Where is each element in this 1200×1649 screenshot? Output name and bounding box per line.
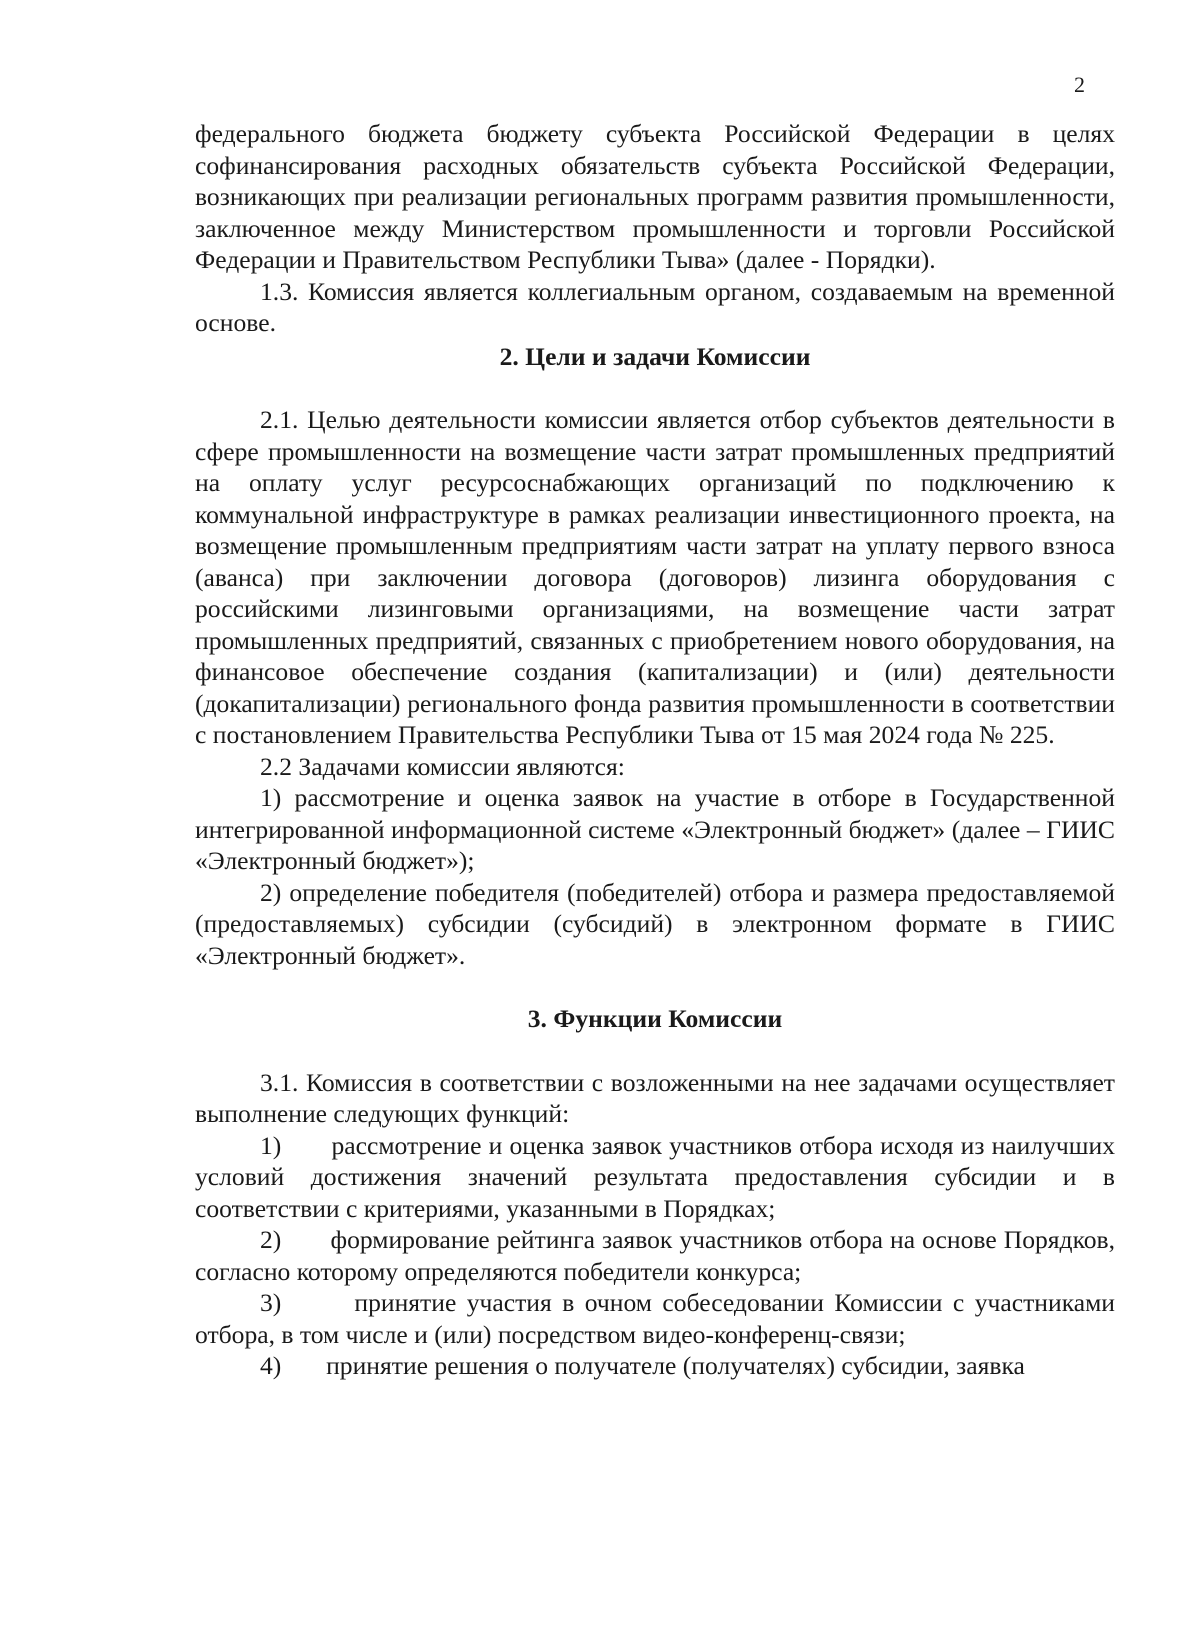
section-3-heading: 3. Функции Комиссии xyxy=(527,1004,783,1033)
item-3-1: 3.1. Комиссия в соответствии с возложенными на нее задачами осуществляет выполнение следующих функций: xyxy=(195,1067,1115,1128)
function-item: 2) формирование рейтинга заявок участников отбора на основе Порядков, согласно которому определяются победители конкурса; xyxy=(195,1225,1122,1286)
item-2-1: 2.1. Целью деятельности комиссии является отбор субъектов деятельности в сфере промышленности на возмещение части затрат промышленных предприятий на оплату услуг ресурсоснабжающих организаций по подключению к коммунальной инфраструктуре в рамках реализации инвестиционного проекта, на возмещение промышленным предприятиям части затрат на уплату первого взноса (аванса) при заключении договора (договоров) лизинга оборудования с российскими лизинговыми организациями, на возмещение части затрат промышленных предприятий, связанных с приобретением нового оборудования, на финансовое обеспечение создания (капитализации) и (или) деятельности (докапитализации) регионального фонда развития промышленности в соответствии с постановлением Правительства Республики Тыва от 15 мая 2024 года № 225. xyxy=(195,405,1115,749)
item-1-3: 1.3. Комиссия является коллегиальным органом, создаваемым на временной основе. xyxy=(195,276,1115,337)
section-2-heading: 2. Цели и задачи Комиссии xyxy=(499,341,811,371)
item-2-2: 2.2 Задачами комиссии являются: xyxy=(260,751,625,781)
task-item: 2) определение победителя (победителей) отбора и размера предоставляемой (предоставляемых) субсидии (субсидий) в электронном формате в ГИИС «Электронный бюджет». xyxy=(195,877,1115,970)
intro-paragraph: федерального бюджета бюджету субъекта Российской Федерации в целях софинансирования расходных обязательств субъекта Российской Федерации, возникающих при реализации региональных программ развития промышленности, заключенное между Министерством промышленности и торговли Российской Федерации и Правительством Республики Тыва» (далее - Порядки). xyxy=(195,119,1115,274)
task-item: 1) рассмотрение и оценка заявок на участие в отборе в Государственной интегрированной информационной системе «Электронный бюджет» (далее – ГИИС «Электронный бюджет»); xyxy=(195,783,1115,875)
function-item: 4) принятие решения о получателе (получателях) субсидии, заявка xyxy=(260,1351,1025,1380)
page-number: 2 xyxy=(1074,72,1085,97)
function-item: 3) принятие участия в очном собеседовании Комиссии с участниками отбора, в том числе и (или) посредством видео-конференц-связи; xyxy=(195,1288,1122,1349)
function-item: 1) рассмотрение и оценка заявок участников отбора исходя из наилучших условий достижения значений результата предоставления субсидии и в соответствии с критериями, указанными в Порядках; xyxy=(195,1130,1122,1223)
document-body xyxy=(195,118,1122,1382)
